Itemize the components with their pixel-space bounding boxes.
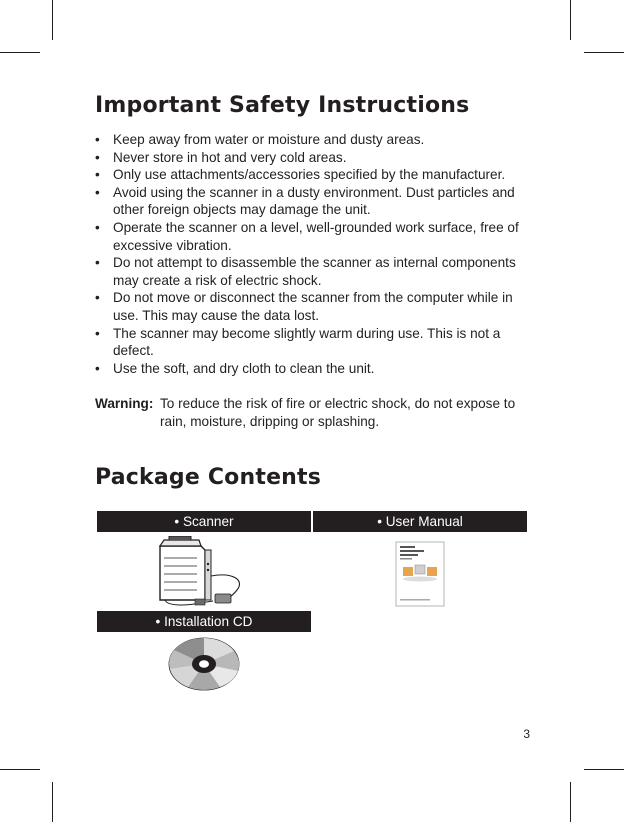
cd-icon xyxy=(168,637,240,691)
scanner-icon xyxy=(155,536,255,608)
list-item: • The scanner may become slightly warm during use. This is not a defect. xyxy=(95,325,501,359)
crop-mark xyxy=(584,769,624,770)
list-item: • Operate the scanner on a level, well-grounded work surface, free of excessive vibration. xyxy=(95,219,519,253)
bullet-icon: • xyxy=(95,132,100,147)
warning-block xyxy=(95,395,535,430)
list-item: • Do not move or disconnect the scanner from the computer while in use. This may cause the data lost. xyxy=(95,290,513,323)
bullet-icon: • xyxy=(95,149,100,165)
manual-icon xyxy=(395,541,445,607)
crop-mark xyxy=(52,782,53,822)
crop-mark xyxy=(570,782,571,822)
bullet-icon: • xyxy=(95,167,100,183)
crop-mark xyxy=(52,0,53,40)
header-scanner: • Scanner xyxy=(97,511,311,532)
list-item: • Only use attachments/accessories specified by the manufacturer. xyxy=(95,167,506,183)
header-user-manual: • User Manual xyxy=(313,511,527,532)
bullet-icon: • xyxy=(95,219,100,235)
bullet-icon: • xyxy=(95,290,100,306)
bullet-icon: • xyxy=(95,360,100,376)
list-item: • Do not attempt to disassemble the scanner as internal components may create a risk of electric shock. xyxy=(95,255,516,288)
page-number: 3 xyxy=(523,727,530,741)
crop-mark xyxy=(584,52,624,53)
warning-text: To reduce the risk of fire or electric shock, do not expose to rain, moisture, dripping or splashing. xyxy=(160,396,516,429)
bullet-icon: • xyxy=(95,325,100,341)
list-item: • Use the soft, and dry cloth to clean the unit. xyxy=(95,360,375,376)
safety-title: Important Safety Instructions xyxy=(95,93,470,118)
list-item: • Avoid using the scanner in a dusty environment. Dust particles and other foreign objects may damage the unit. xyxy=(95,184,515,218)
safety-list xyxy=(95,131,535,377)
header-installation-cd: • Installation CD xyxy=(97,611,311,632)
bullet-icon: • xyxy=(95,184,100,200)
crop-mark xyxy=(0,769,40,770)
package-title: Package Contents xyxy=(95,465,322,490)
bullet-icon: • xyxy=(95,255,100,271)
list-item: • Never store in hot and very cold areas. xyxy=(95,149,347,165)
warning-label: Warning: xyxy=(95,396,154,411)
list-item: • Keep away from water or moisture and dusty areas. xyxy=(95,132,425,147)
crop-mark xyxy=(570,0,571,40)
crop-mark xyxy=(0,52,40,53)
